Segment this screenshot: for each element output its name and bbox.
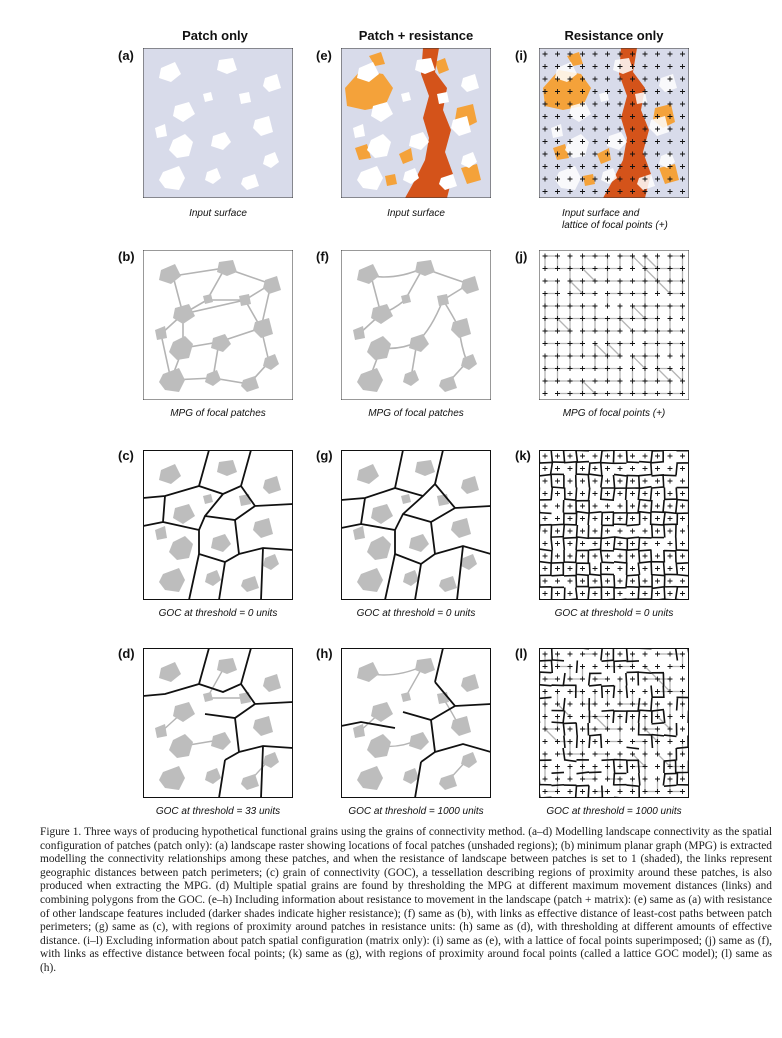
panel-b-graphic <box>143 250 293 400</box>
panel-i-input-lattice <box>539 48 689 198</box>
column-heading-patch-only: Patch only <box>182 28 248 43</box>
panel-k-caption: GOC at threshold = 0 units <box>554 608 674 619</box>
panel-i-caption-line2: lattice of focal points (+) <box>562 220 668 231</box>
figure-caption: Figure 1. Three ways of producing hypothetical functional grains using the grains of connectivity method. (a–d) Modelling landscape connectivity as the spatial configuration of patches (patch only): (a) landscape raster showing locations of focal patches (unshaded regions); (b) minimum planar graph (MPG) is extracted modelling the connectivity relationships among these patches, and when the resistance of landscape between patches is set to 1 (shaded), the links represent geographic distances between patch perimeters; (c) grain of connectivity (GOC), a tessellation describing regions of proximity around these patches, is also produced when extracting the MPG. (d) Multiple spatial grains are found by thresholding the MPG at different maximum movement distances (links) and combining polygons from the GOC. (e–h) Including information about resistance to movement in the landscape (patch + matrix): (e) same as (a) with resistance of other landscape features included (darker shades indicate higher resistance); (f) same as (b), with links as effective distance of least-cost paths between patch perimeters; (g) same as (c), with regions of proximity around patches in resistance units: (h) same as (d), with thresholding at different amounts of effective distance. (i–l) Excluding information about patch spatial configuration (matrix only): (i) same as (e), with a lattice of focal points superimposed; (j) same as (f), with links as effective distance between focal points; (k) same as (g), with regions of proximity around focal points (called a lattice GOC model); (l) same as (h). <box>40 826 772 974</box>
panel-label-b: (b) <box>118 249 135 264</box>
panel-a-graphic <box>143 48 293 198</box>
panel-label-h: (h) <box>316 646 333 661</box>
panel-label-g: (g) <box>316 448 333 463</box>
panel-a-input-surface <box>143 48 293 198</box>
panel-label-i: (i) <box>515 48 528 63</box>
panel-f-caption: MPG of focal patches <box>368 408 464 419</box>
panel-label-a: (a) <box>118 48 134 63</box>
panel-f-mpg <box>341 250 491 400</box>
panel-d-graphic <box>143 648 293 798</box>
panel-label-l: (l) <box>515 646 528 661</box>
panel-label-f: (f) <box>316 249 329 264</box>
panel-c-graphic <box>143 450 293 600</box>
panel-k-lattice-goc <box>539 450 689 600</box>
column-heading-resistance-only: Resistance only <box>564 28 664 43</box>
panel-j-caption: MPG of focal points (+) <box>562 408 666 419</box>
panel-label-d: (d) <box>118 646 135 661</box>
panel-e-graphic <box>341 48 491 198</box>
panel-f-graphic <box>341 250 491 400</box>
panel-g-goc <box>341 450 491 600</box>
panel-h-graphic <box>341 648 491 798</box>
panel-l-graphic <box>539 648 689 798</box>
panel-d-caption: GOC at threshold = 33 units <box>155 806 281 817</box>
panel-e-input-surface <box>341 48 491 198</box>
panel-d-goc-threshold <box>143 648 293 798</box>
panel-k-graphic <box>539 450 689 600</box>
panel-j-mpg-lattice <box>539 250 689 400</box>
panel-label-e: (e) <box>316 48 332 63</box>
panel-g-graphic <box>341 450 491 600</box>
panel-a-caption: Input surface <box>189 208 247 219</box>
panel-l-caption: GOC at threshold = 1000 units <box>546 806 682 817</box>
panel-h-caption: GOC at threshold = 1000 units <box>348 806 484 817</box>
panel-b-mpg <box>143 250 293 400</box>
panel-g-caption: GOC at threshold = 0 units <box>356 608 476 619</box>
panel-j-graphic <box>539 250 689 400</box>
column-heading-patch-resistance: Patch + resistance <box>358 28 474 43</box>
panel-label-k: (k) <box>515 448 531 463</box>
panel-i-caption <box>562 208 762 232</box>
panel-i-caption-line1: Input surface and <box>562 208 640 219</box>
panel-i-graphic <box>539 48 689 198</box>
panel-label-j: (j) <box>515 249 528 264</box>
panel-c-caption: GOC at threshold = 0 units <box>158 608 278 619</box>
panel-c-goc <box>143 450 293 600</box>
panel-b-caption: MPG of focal patches <box>170 408 266 419</box>
panel-l-lattice-goc-threshold <box>539 648 689 798</box>
panel-e-caption: Input surface <box>387 208 445 219</box>
panel-h-goc-threshold <box>341 648 491 798</box>
panel-label-c: (c) <box>118 448 134 463</box>
